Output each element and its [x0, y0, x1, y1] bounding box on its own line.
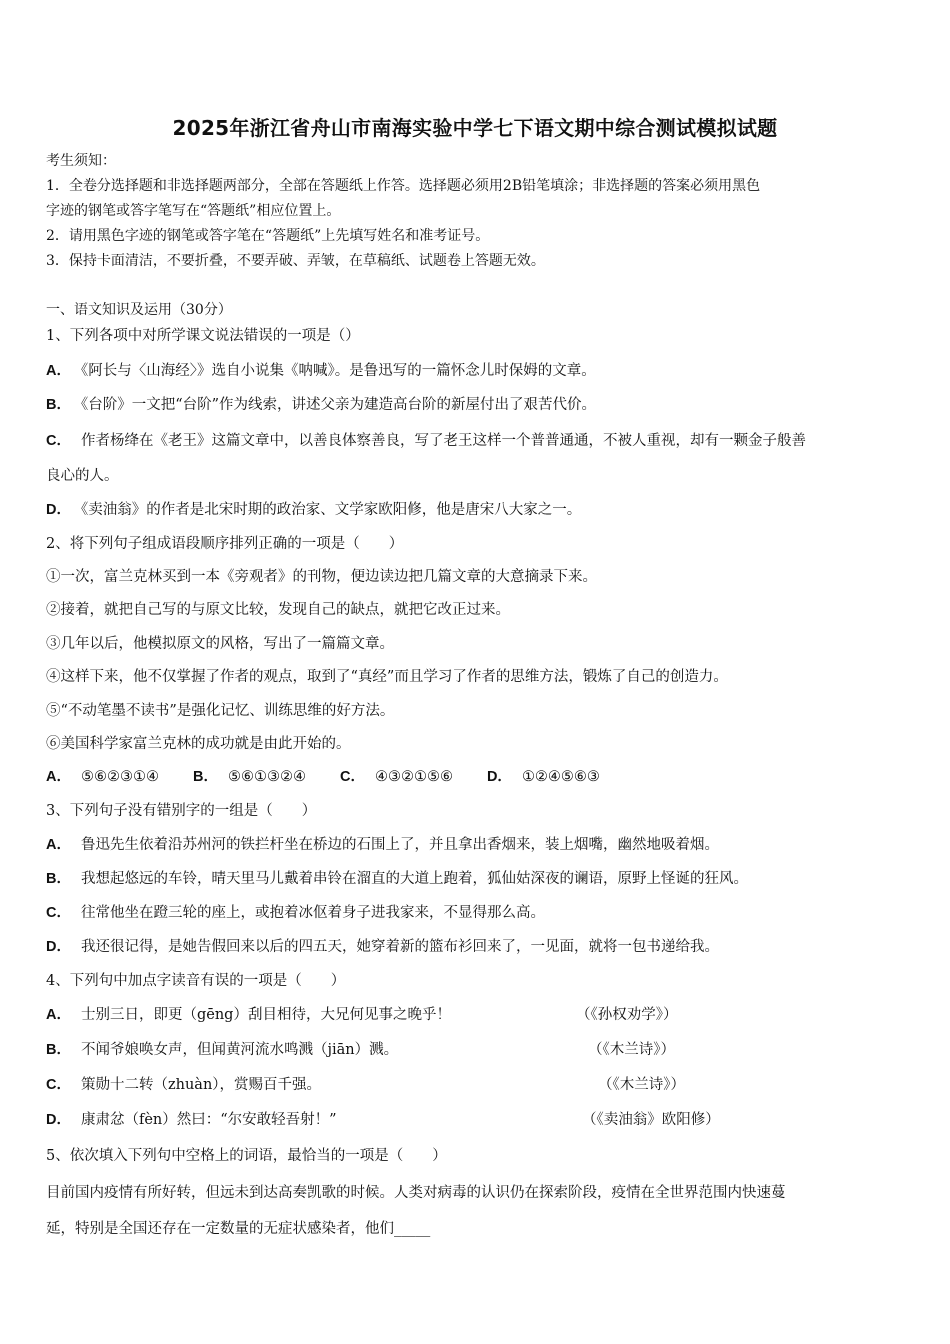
- q3-stem: 3、下列句子没有错别字的一组是（ ）: [46, 803, 317, 819]
- q2-sentence: ④这样下来，他不仅掌握了作者的观点，取到了“真经”而且学习了作者的思维方法，锻炼了自己的创造力。: [46, 669, 728, 685]
- option-text: 士别三日，即更（gēng）刮目相待，大兄何见事之晚乎！: [80, 1007, 451, 1023]
- notice-line: 2．请用黑色字迹的钢笔或答字笔在“答题纸”上先填写姓名和准考证号。: [46, 228, 490, 244]
- option-label: C．: [339, 769, 365, 785]
- option-text: 策勋十二转（zhuàn），赏赐百千强。: [80, 1077, 322, 1093]
- option-text: ⑤⑥①③②④: [227, 769, 306, 785]
- option-text: ⑤⑥②③①④: [80, 769, 159, 785]
- option-label: D．: [46, 939, 71, 955]
- q2-option-b: [193, 767, 306, 787]
- q1-option-b: [46, 395, 596, 415]
- option-label: B．: [46, 871, 71, 887]
- option-label: C．: [46, 433, 71, 449]
- option-text: ④③②①⑤⑥: [374, 769, 453, 785]
- q2-options: [46, 767, 634, 787]
- exam-title: 2025年浙江省舟山市南海实验中学七下语文期中综合测试模拟试题: [172, 116, 778, 140]
- option-label: D．: [486, 769, 512, 785]
- option-label: A．: [46, 1007, 71, 1023]
- option-text: 作者杨绛在《老王》这篇文章中，以善良体察善良，写了老王这样一个普普通通，不被人重视，却有一颗金子般善: [80, 433, 806, 449]
- option-label: D．: [46, 1112, 71, 1128]
- notice-line: 字迹的钢笔或答字笔写在“答题纸”相应位置上。: [46, 203, 341, 219]
- option-text: 《卖油翁》的作者是北宋时期的政治家、文学家欧阳修，他是唐宋八大家之一。: [80, 502, 582, 518]
- option-text: 我还很记得，是她告假回来以后的四五天，她穿着新的篮布衫回来了，一见面，就将一包书递给我。: [80, 939, 719, 955]
- option-label: A．: [46, 363, 71, 379]
- q5-stem: 5、依次填入下列句中空格上的词语，最恰当的一项是（ ）: [46, 1148, 447, 1164]
- q1-option-c: [46, 431, 806, 451]
- option-text: ①②④⑤⑥③: [521, 769, 600, 785]
- q4-option-d: [46, 1110, 337, 1130]
- q4-option-c: [46, 1075, 321, 1095]
- option-text: 康肃忿（fèn）然曰：“尔安敢轻吾射！”: [80, 1112, 337, 1128]
- q2-sentence: ⑤“不动笔墨不读书”是强化记忆、训练思维的好方法。: [46, 703, 395, 719]
- option-label: B．: [46, 1042, 71, 1058]
- option-text: 《阿长与〈山海经〉》选自小说集《呐喊》。是鲁迅写的一篇怀念儿时保姆的文章。: [80, 363, 596, 379]
- notice-line: 1．全卷分选择题和非选择题两部分，全部在答题纸上作答。选择题必须用2B铅笔填涂；非选择题的答案必须用黑色: [46, 178, 761, 194]
- notice-line: 3．保持卡面清洁，不要折叠，不要弄破、弄皱，在草稿纸、试题卷上答题无效。: [46, 253, 545, 269]
- q2-stem: 2、将下列句子组成语段顺序排列正确的一项是（ ）: [46, 536, 404, 552]
- section-heading: 一、语文知识及运用（30分）: [46, 302, 232, 318]
- option-label: C．: [46, 905, 71, 921]
- q5-passage-line: 延，特别是全国还存在一定数量的无症状感染者，他们_____: [46, 1221, 431, 1237]
- q4-option-b: [46, 1040, 398, 1060]
- q4-option-d-source: （《卖油翁》欧阳修）: [582, 1112, 720, 1128]
- option-text: 我想起悠远的车铃，晴天里马儿戴着串铃在溜直的大道上跑着，狐仙姑深夜的谰语，原野上怪诞的狂风。: [80, 871, 748, 887]
- q3-option-d: [46, 937, 719, 957]
- option-text: 往常他坐在蹬三轮的座上，或抱着冰伛着身子进我家来，不显得那么高。: [80, 905, 545, 921]
- q2-option-d: [487, 767, 600, 787]
- q1-option-c-cont: 良心的人。: [46, 468, 119, 484]
- notice-heading: 考生须知：: [46, 153, 116, 169]
- q3-option-b: [46, 869, 748, 889]
- q4-option-c-source: （《木兰诗》）: [598, 1077, 685, 1093]
- q2-option-a: [46, 767, 159, 787]
- option-label: C．: [46, 1077, 71, 1093]
- q5-passage-line: 目前国内疫情有所好转，但远未到达高奏凯歌的时候。人类对病毒的认识仍在探索阶段，疫情在全世界范围内快速蔓: [46, 1185, 786, 1201]
- q2-option-c: [340, 767, 453, 787]
- option-label: D．: [46, 502, 71, 518]
- q2-sentence: ③几年以后，他模拟原文的风格，写出了一篇篇文章。: [46, 636, 394, 652]
- option-label: A．: [46, 769, 71, 785]
- q3-option-a: [46, 835, 719, 855]
- option-label: B．: [46, 397, 71, 413]
- option-text: 鲁迅先生依着沿苏州河的铁拦杆坐在桥边的石围上了，并且拿出香烟来，装上烟嘴，幽然地吸着烟。: [80, 837, 719, 853]
- q4-option-b-source: （《木兰诗》）: [588, 1042, 675, 1058]
- option-text: 《台阶》一文把“台阶”作为线索，讲述父亲为建造高台阶的新屋付出了艰苦代价。: [80, 397, 597, 413]
- q2-sentence: ⑥美国科学家富兰克林的成功就是由此开始的。: [46, 736, 351, 752]
- q1-option-a: [46, 361, 596, 381]
- q4-option-a: [46, 1005, 451, 1025]
- q1-stem: 1、下列各项中对所学课文说法错误的一项是（）: [46, 328, 360, 344]
- option-label: B．: [192, 769, 218, 785]
- q2-sentence: ②接着，就把自己写的与原文比较，发现自己的缺点，就把它改正过来。: [46, 602, 510, 618]
- option-label: A．: [46, 837, 71, 853]
- q2-sentence: ①一次，富兰克林买到一本《旁观者》的刊物，便边读边把几篇文章的大意摘录下来。: [46, 569, 597, 585]
- q1-option-d: [46, 500, 581, 520]
- q4-option-a-source: （《孙权劝学》）: [576, 1007, 678, 1023]
- q4-stem: 4、下列句中加点字读音有误的一项是（ ）: [46, 973, 346, 989]
- q3-option-c: [46, 903, 545, 923]
- option-text: 不闻爷娘唤女声，但闻黄河流水鸣溅（jiān）溅。: [80, 1042, 399, 1058]
